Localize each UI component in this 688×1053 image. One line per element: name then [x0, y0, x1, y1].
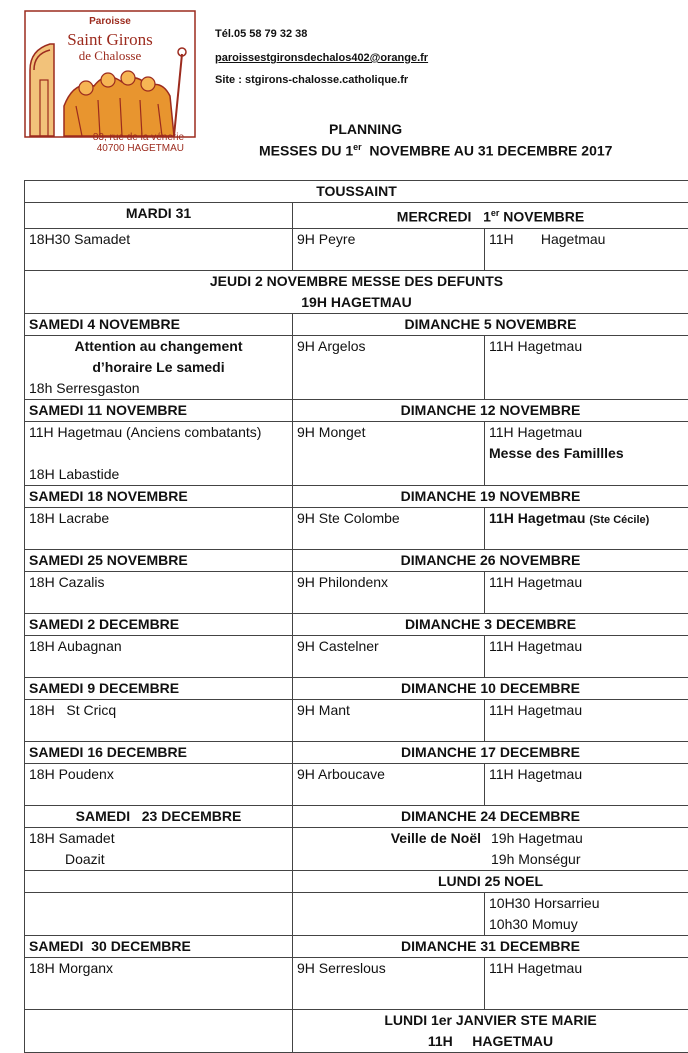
subtitle-sup: er: [353, 142, 362, 152]
sunday-header: DIMANCHE 5 NOVEMBRE: [293, 313, 688, 335]
sunday-header: DIMANCHE 24 DECEMBRE: [293, 805, 688, 827]
janvier-cell: [293, 1009, 688, 1052]
lundi-noel-row: [25, 870, 688, 892]
week-mass-row: [25, 763, 688, 805]
noel-mass-row: [25, 827, 688, 870]
monday-mass: 10h30 Momuy: [489, 914, 684, 935]
week-header-row: [25, 485, 688, 507]
sunday-mass: 11H Hagetmau: [489, 422, 684, 443]
defunts-line1: JEUDI 2 NOVEMBRE MESSE DES DEFUNTS: [29, 271, 684, 292]
week-header-row: [25, 741, 688, 763]
table-cell: 9H Castelner: [293, 635, 485, 677]
table-cell: 11H Hagetmau: [485, 699, 688, 741]
sunday-mass: 19h Monségur: [491, 849, 583, 870]
subtitle-part2: NOVEMBRE AU 31 DECEMBRE 2017: [362, 143, 613, 159]
subtitle-part1: MESSES DU 1: [259, 143, 353, 159]
table-cell: 11H Hagetmau: [485, 228, 688, 270]
page-subtitle: [259, 142, 612, 159]
table-cell: 9H Ste Colombe: [293, 507, 485, 549]
logo-line3: de Chalosse: [79, 48, 142, 63]
sunday-mass: 19h Hagetmau: [491, 828, 583, 849]
table-cell: [25, 421, 293, 485]
logo-line2: Saint Girons: [67, 30, 152, 49]
week-header-row: [25, 613, 688, 635]
defunts-row: [25, 270, 688, 313]
table-cell: [485, 892, 688, 935]
toussaint-title: TOUSSAINT: [25, 181, 688, 203]
parish-logo: [24, 10, 196, 152]
table-cell: 18H St Cricq: [25, 699, 293, 741]
week-mass-row: [25, 421, 688, 485]
saturday-header: SAMEDI 23 DECEMBRE: [25, 805, 293, 827]
table-cell: 9H Serreslous: [293, 957, 485, 1009]
contact-site[interactable]: Site : stgirons-chalosse.catholique.fr: [215, 74, 408, 86]
saturday-header: SAMEDI 25 NOVEMBRE: [25, 549, 293, 571]
table-cell: 18H Poudenx: [25, 763, 293, 805]
saturday-header: SAMEDI 4 NOVEMBRE: [25, 313, 293, 335]
toussaint-day2-a: MERCREDI 1: [397, 209, 491, 225]
toussaint-mass-row: [25, 228, 688, 270]
table-cell: 11H Hagetmau: [485, 335, 688, 399]
sunday-header: DIMANCHE 31 DECEMBRE: [293, 935, 688, 957]
spacer: [29, 443, 288, 464]
table-cell: [485, 507, 688, 549]
saturday-mass: 18H Samadet: [29, 828, 288, 849]
toussaint-title-row: [25, 181, 688, 203]
saturday-header: SAMEDI 9 DECEMBRE: [25, 677, 293, 699]
week-mass-row: [25, 571, 688, 613]
table-cell: 9H Argelos: [293, 335, 485, 399]
noel-header-row: [25, 805, 688, 827]
janvier-line1: LUNDI 1er JANVIER STE MARIE: [297, 1010, 684, 1031]
sunday-header: DIMANCHE 12 NOVEMBRE: [293, 399, 688, 421]
table-cell: 9H Monget: [293, 421, 485, 485]
parish-logo-image: [24, 10, 196, 152]
table-cell: [25, 335, 293, 399]
sunday-mass: 11H Hagetmau: [489, 510, 589, 526]
table-cell: 9H Arboucave: [293, 763, 485, 805]
week-mass-row: [25, 507, 688, 549]
week-header-row: [25, 399, 688, 421]
table-cell: [25, 827, 293, 870]
page-title: PLANNING: [329, 121, 402, 137]
contact-phone: Tél.05 58 79 32 38: [215, 28, 307, 40]
table-cell: [25, 892, 293, 935]
saturday-mass: Doazit: [29, 849, 288, 870]
table-cell: 11H Hagetmau: [485, 957, 688, 1009]
contact-email[interactable]: paroissestgironsdechalos402@orange.fr: [215, 52, 428, 64]
cecile-note: (Ste Cécile): [589, 514, 649, 526]
table-cell: [293, 827, 688, 870]
janvier-line2: 11H HAGETMAU: [297, 1031, 684, 1052]
logo-address1: 83, rue de la vénerie: [93, 132, 185, 143]
defunts-cell: [25, 270, 688, 313]
saturday-mass: 11H Hagetmau (Anciens combatants): [29, 422, 288, 443]
saturday-header: SAMEDI 30 DECEMBRE: [25, 935, 293, 957]
table-cell: [25, 1009, 293, 1052]
table-cell: 18H Lacrabe: [25, 507, 293, 549]
logo-address2: 40700 HAGETMAU: [97, 143, 184, 152]
saturday-header: SAMEDI 16 DECEMBRE: [25, 741, 293, 763]
saturday-header: SAMEDI 2 DECEMBRE: [25, 613, 293, 635]
notice-line1: Attention au changement: [29, 336, 288, 357]
week-header-row: [25, 935, 688, 957]
week-mass-row: [25, 699, 688, 741]
sunday-header: DIMANCHE 3 DECEMBRE: [293, 613, 688, 635]
week-header-row: [25, 549, 688, 571]
table-cell: 11H Hagetmau: [485, 763, 688, 805]
logo-line1: Paroisse: [89, 16, 131, 27]
sunday-header: DIMANCHE 19 NOVEMBRE: [293, 485, 688, 507]
week-header-row: [25, 677, 688, 699]
lundi-noel-mass-row: [25, 892, 688, 935]
table-cell: 11H Hagetmau: [485, 571, 688, 613]
week-header-row: [25, 313, 688, 335]
week-mass-row: [25, 957, 688, 1009]
schedule-table: [24, 180, 688, 1053]
table-cell: [485, 421, 688, 485]
table-cell: 9H Mant: [293, 699, 485, 741]
saturday-mass: 18H Labastide: [29, 464, 288, 485]
table-cell: [25, 870, 293, 892]
toussaint-day1: MARDI 31: [25, 203, 293, 229]
table-cell: 9H Philondenx: [293, 571, 485, 613]
sunday-header: DIMANCHE 17 DECEMBRE: [293, 741, 688, 763]
veille-label: Veille de Noël: [297, 828, 491, 870]
table-cell: 18H Cazalis: [25, 571, 293, 613]
saturday-mass: 18h Serresgaston: [29, 378, 288, 399]
janvier-row: [25, 1009, 688, 1052]
table-cell: 9H Peyre: [293, 228, 485, 270]
week-mass-row: [25, 635, 688, 677]
toussaint-day2: [293, 203, 688, 229]
week-mass-row: [25, 335, 688, 399]
table-cell: 18H Morganx: [25, 957, 293, 1009]
family-mass-note: Messe des Famillles: [489, 443, 684, 464]
table-cell: [293, 892, 485, 935]
lundi-noel-header: LUNDI 25 NOEL: [293, 870, 688, 892]
saturday-header: SAMEDI 11 NOVEMBRE: [25, 399, 293, 421]
sunday-header: DIMANCHE 26 NOVEMBRE: [293, 549, 688, 571]
notice-line2: d’horaire Le samedi: [29, 357, 288, 378]
table-cell: 18H Aubagnan: [25, 635, 293, 677]
sunday-header: DIMANCHE 10 DECEMBRE: [293, 677, 688, 699]
toussaint-day2-sup: er: [491, 208, 500, 218]
table-cell: 18H30 Samadet: [25, 228, 293, 270]
saturday-header: SAMEDI 18 NOVEMBRE: [25, 485, 293, 507]
monday-mass: 10H30 Horsarrieu: [489, 893, 684, 914]
table-cell: 11H Hagetmau: [485, 635, 688, 677]
defunts-line2: 19H HAGETMAU: [29, 292, 684, 313]
toussaint-day-row: [25, 203, 688, 229]
toussaint-day2-b: NOVEMBRE: [499, 209, 584, 225]
